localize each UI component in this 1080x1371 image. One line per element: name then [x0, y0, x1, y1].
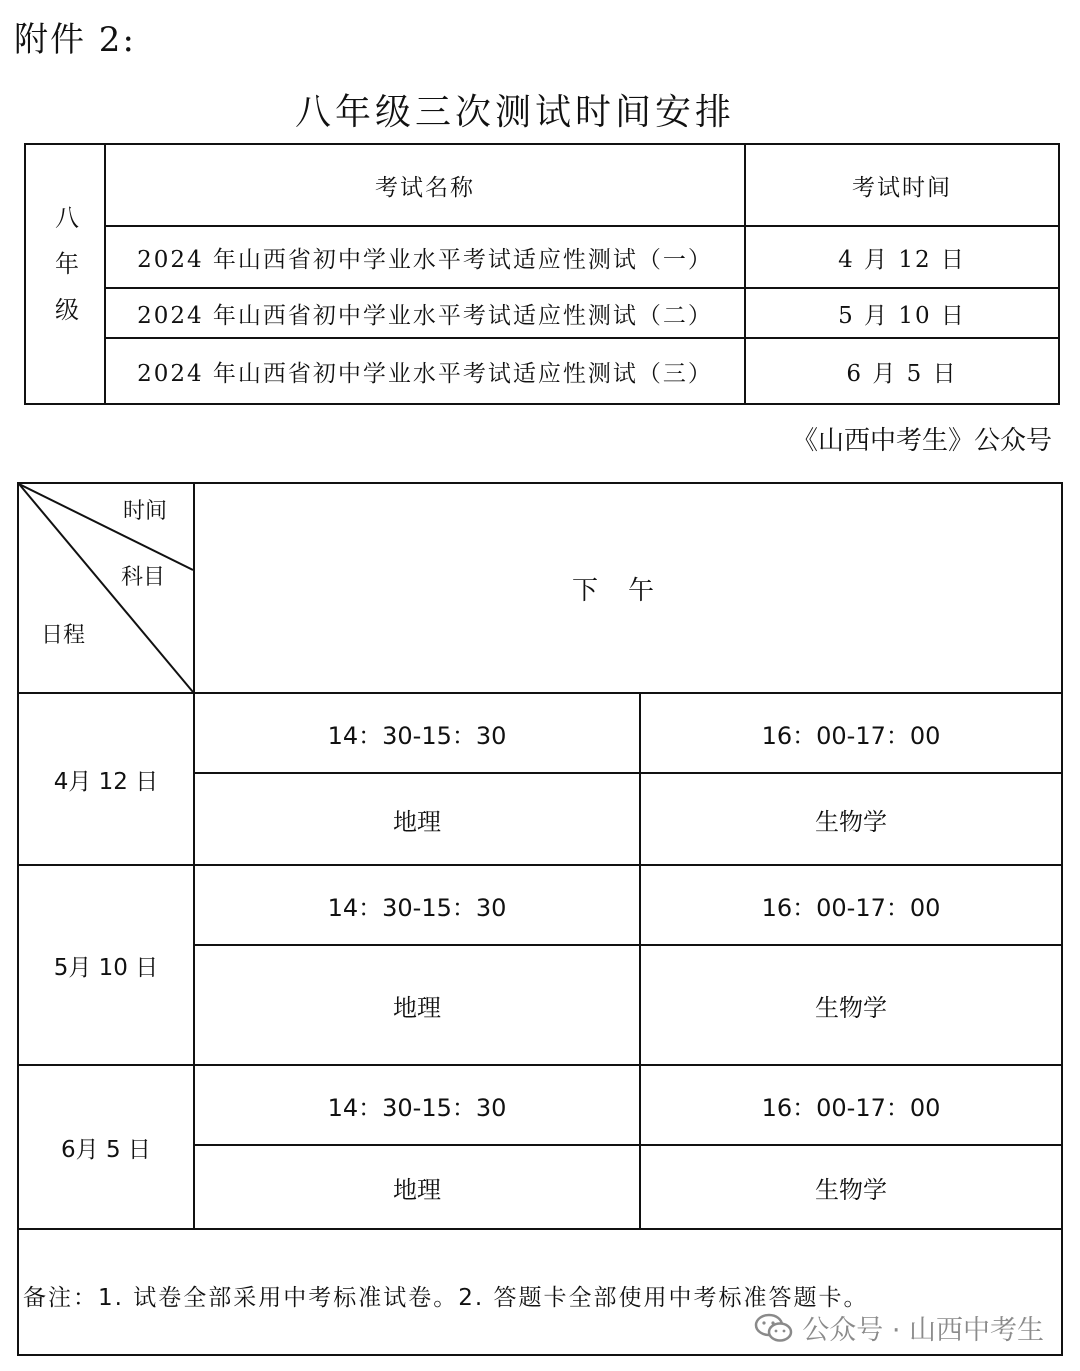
exam-date: 4 月 12 日	[745, 226, 1059, 288]
corner-subject-label: 科目	[121, 565, 166, 590]
subject-schedule-table	[17, 482, 1063, 1356]
afternoon-header: 下午	[194, 483, 1062, 693]
table-row	[25, 226, 1059, 288]
remarks: 备注：1. 试卷全部采用中考标准试卷。2. 答题卡全部使用中考标准答题卡。	[18, 1229, 1062, 1355]
table-row	[25, 288, 1059, 338]
time-slot-2: 16：00-17：00	[640, 865, 1062, 945]
exam-date: 6 月 5 日	[745, 338, 1059, 404]
source-credit: 《山西中考生》公众号	[791, 426, 1052, 456]
page-title: 八年级三次测试时间安排	[294, 92, 735, 133]
table-row	[18, 693, 1062, 773]
subject-1: 地理	[194, 1145, 640, 1229]
schedule-date: 5月 10 日	[18, 865, 194, 1065]
exam-schedule-table	[24, 143, 1060, 405]
time-slot-1: 14：30-15：30	[194, 865, 640, 945]
corner-schedule-label: 日程	[41, 623, 86, 648]
exam-name: 2024 年山西省初中学业水平考试适应性测试（三）	[105, 338, 745, 404]
time-slot-2: 16：00-17：00	[640, 693, 1062, 773]
schedule-date: 6月 5 日	[18, 1065, 194, 1229]
corner-time-label: 时间	[123, 499, 168, 524]
exam-name: 2024 年山西省初中学业水平考试适应性测试（一）	[105, 226, 745, 288]
exam-time-header: 考试时间	[745, 144, 1059, 226]
watermark	[754, 1308, 1044, 1347]
schedule-date: 4月 12 日	[18, 693, 194, 865]
time-slot-1: 14：30-15：30	[194, 693, 640, 773]
subject-2: 生物学	[640, 773, 1062, 865]
subject-2: 生物学	[640, 945, 1062, 1065]
subject-1: 地理	[194, 945, 640, 1065]
attachment-label: 附件 2:	[14, 20, 136, 60]
subject-1: 地理	[194, 773, 640, 865]
corner-header	[18, 483, 194, 693]
watermark-text: 公众号 · 山西中考生	[802, 1315, 1044, 1346]
table-row	[18, 865, 1062, 945]
subject-2: 生物学	[640, 1145, 1062, 1229]
exam-name-header: 考试名称	[105, 144, 745, 226]
wechat-icon	[754, 1313, 794, 1343]
table-row	[18, 1065, 1062, 1145]
exam-date: 5 月 10 日	[745, 288, 1059, 338]
exam-name: 2024 年山西省初中学业水平考试适应性测试（二）	[105, 288, 745, 338]
table-row	[25, 338, 1059, 404]
time-slot-1: 14：30-15：30	[194, 1065, 640, 1145]
time-slot-2: 16：00-17：00	[640, 1065, 1062, 1145]
grade-label: 八年级	[25, 144, 105, 404]
